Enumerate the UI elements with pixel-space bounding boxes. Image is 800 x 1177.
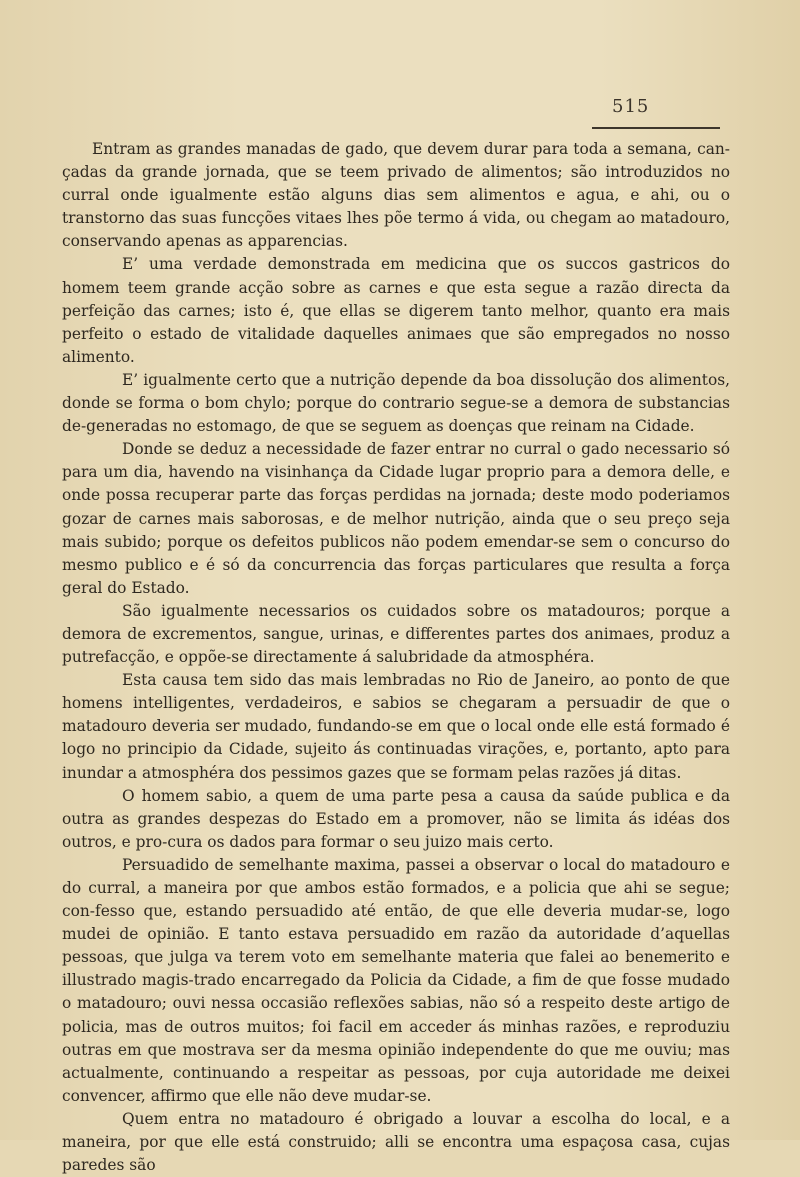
paragraph: São igualmente necessarios os cuidados sobre os matadouros; porque a demora de excrementos, sangue, urinas, e differentes partes dos animaes, produz a putrefacção, e oppõe-se directamente á salubridade da atmosphéra. [62, 601, 730, 667]
paragraph: E’ igualmente certo que a nutrição depende da boa dissolução dos alimentos, donde se forma o bom chylo; porque do contrario segue-se a demora de substancias de-generadas no estomago, de que se seguem as doenças que reinam na Cidade. [62, 370, 730, 436]
body-text [62, 138, 730, 1177]
paragraph: E’ uma verdade demonstrada em medicina que os succos gastricos do homem teem grande acção sobre as carnes e que esta segue a razão directa da perfeição das carnes; isto é, que ellas se digerem tanto melhor, quanto era mais perfeito o estado de vitalidade daquelles animaes que são empregados no nosso alimento. [62, 255, 730, 366]
page-number: 515 [612, 96, 650, 117]
paragraph: Persuadido de semelhante maxima, passei a observar o local do matadouro e do curral, a maneira por que ambos estão formados, e a policia que ahi se segue; con-fesso que, estando persuadido até então, de que elle deveria mudar-se, logo mudei de opinião. E tanto estava persuadido em razão da autoridade d’aquellas pessoas, que julga va terem voto em semelhante materia que falei ao benemerito e illustrado magis-trado encarregado da Policia da Cidade, a fim de que fosse mudado o matadouro; ouvi nessa occasião reflexões sabias, não só a respeito deste artigo de policia, mas de outros muitos; foi facil em acceder ás minhas razões, e reproduziu outras em que mostrava ser da mesma opinião independente do que me ouviu; mas actualmente, continuando a respeitar as pessoas, por cuja autoridade me deixei convencer, affirmo que elle não deve mudar-se. [62, 855, 730, 1105]
paragraph: Esta causa tem sido das mais lembradas no Rio de Janeiro, ao ponto de que homens intelligentes, verdadeiros, e sabios se chegaram a persuadir de que o matadouro deveria ser mudado, fundando-se em que o local onde elle está formado é logo no principio da Cidade, sujeito ás continuadas virações, e, portanto, apto para inundar a atmosphéra dos pessimos gazes que se formam pelas razões já ditas. [62, 671, 730, 782]
paragraph: O homem sabio, a quem de uma parte pesa a causa da saúde publica e da outra as grandes despezas do Estado em a promover, não se limita ás idéas dos outros, e pro-cura os dados para formar o seu juizo mais certo. [62, 786, 730, 851]
header-rule [592, 127, 720, 129]
paragraph: Entram as grandes manadas de gado, que devem durar para toda a semana, can-çadas da grande jornada, que se teem privado de alimentos; são introduzidos no curral onde igualmente estão alguns dias sem alimentos e agua, e ahi, ou o transtorno das suas funcções vitaes lhes põe termo á vida, ou chegam ao matadouro, conservando apenas as apparencias. [62, 140, 730, 251]
paragraph: Donde se deduz a necessidade de fazer entrar no curral o gado necessario só para um dia, havendo na visinhança da Cidade lugar proprio para a demora delle, e onde possa recuperar parte das forças perdidas na jornada; deste modo poderiamos gozar de carnes mais saborosas, e de melhor nutrição, ainda que o seu preço seja mais subido; porque os defeitos publicos não podem emendar-se sem o concurso do mesmo publico e é só da concurrencia das forças particulares que resulta a força geral do Estado. [62, 440, 730, 597]
paragraph: Quem entra no matadouro é obrigado a louvar a escolha do local, e a maneira, por que elle está construido; alli se encontra uma espaçosa casa, cujas paredes são [62, 1109, 730, 1175]
